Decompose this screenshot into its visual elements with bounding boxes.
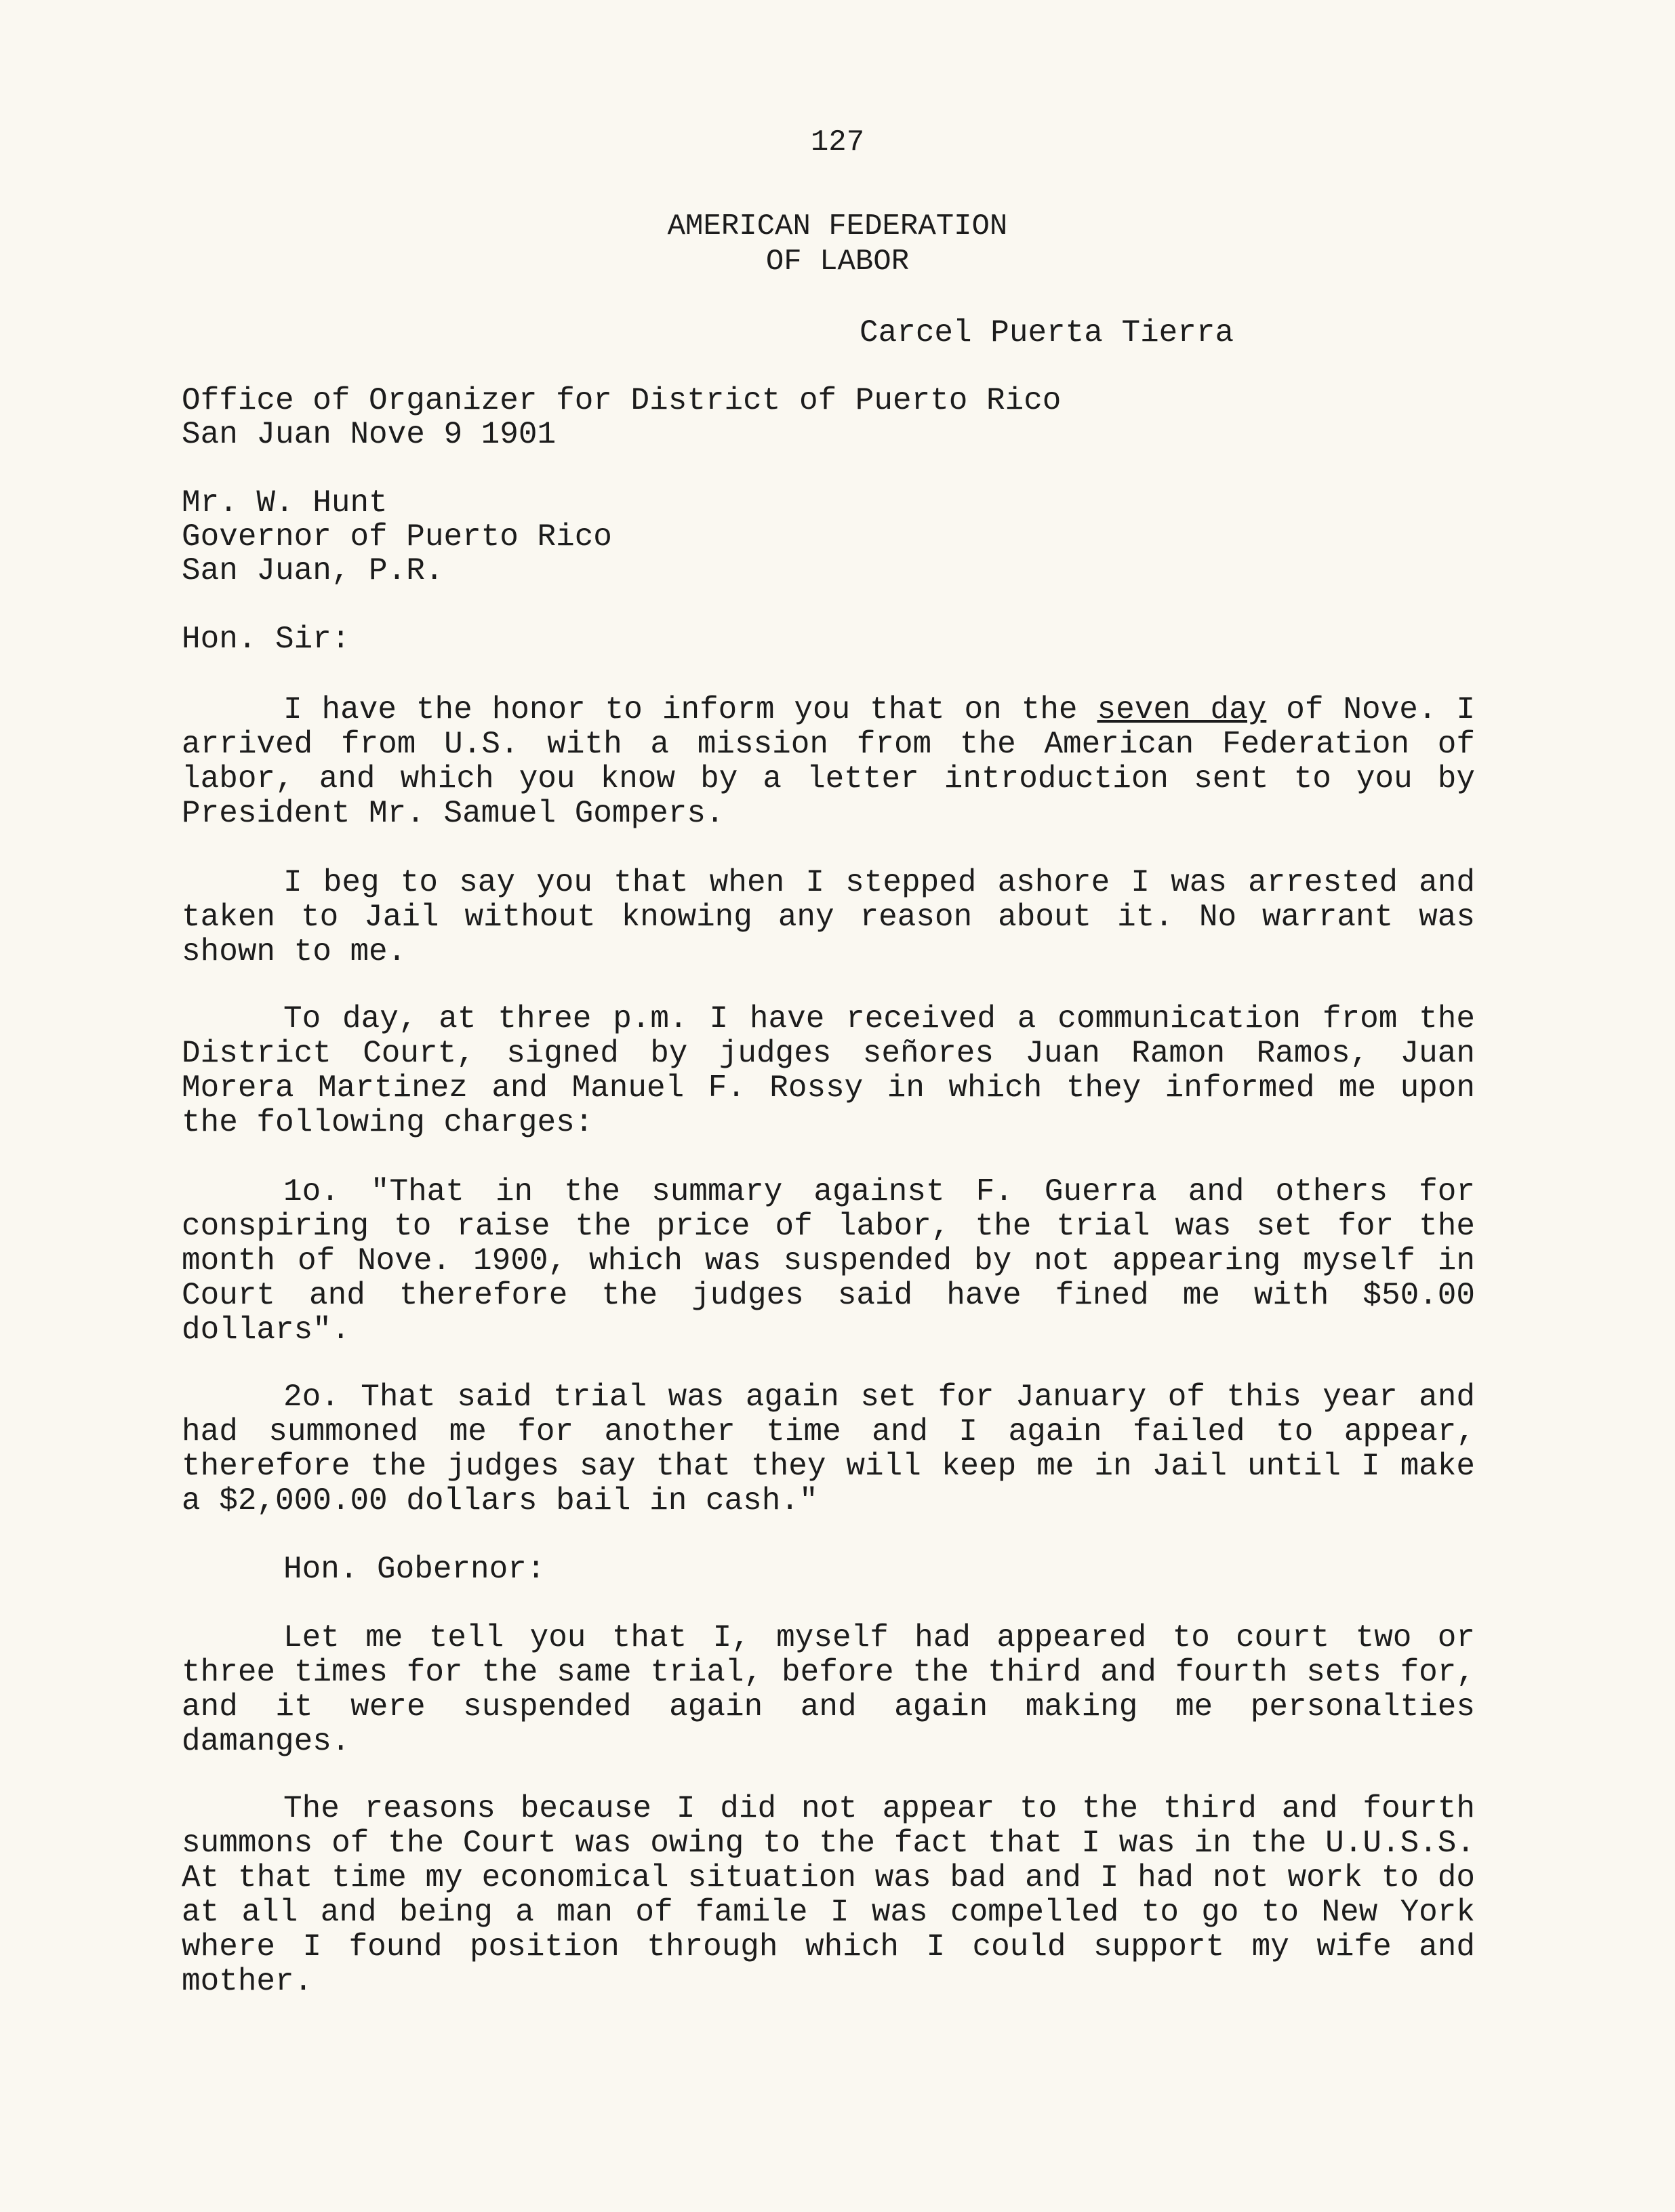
paragraph-charge-1: 1o. "That in the summary against F. Guerra and others for conspiring to raise the price of labor, the trial was set for the month of Nove. 1900, which was suspended by not appearing myself in Court and therefore the judges said have fined me with $50.00 dollars". [182, 1174, 1475, 1348]
underlined-phrase: seven day [1097, 692, 1267, 727]
date-line: San Juan Nove 9 1901 [182, 417, 557, 452]
letterhead-line-1: AMERICAN FEDERATION [667, 209, 1008, 243]
paragraph-3: To day, at three p.m. I have received a communication from the District Court, signed by judges señores Juan Ramon Ramos, Juan Morera Martinez and Manuel F. Rossy in which they informed me upon the following charges: [182, 1001, 1475, 1140]
paragraph-5: The reasons because I did not appear to the third and fourth summons of the Court was owing to the fact that I was in the U.U.S.S. At that time my economical situation was bad and I had not work to do at all and being a man of famile I was compelled to go to New York where I found position through which I could support my wife and mother. [182, 1791, 1475, 1999]
paragraph-4: Let me tell you that I, myself had appeared to court two or three times for the same trial, before the third and fourth sets for, and it were suspended again and again making me personalties damanges. [182, 1620, 1475, 1759]
paragraph-charge-2: 2o. That said trial was again set for January of this year and had summoned me for another time and I again failed to appear, therefore the judges say that they will keep me in Jail until I make a $2,000.00 dollars bail in cash." [182, 1380, 1475, 1519]
letterhead [0, 209, 1675, 279]
office-block [182, 384, 1475, 451]
recipient-city: San Juan, P.R. [182, 553, 444, 588]
recipient-name: Mr. W. Hunt [182, 485, 388, 521]
page-number: 127 [810, 125, 865, 159]
salutation-2: Hon. Gobernor: [283, 1552, 546, 1587]
office-line-1: Office of Organizer for District of Puerto Rico [182, 383, 1062, 418]
paragraph-1: I have the honor to inform you that on the seven day of Nove. I arrived from U.S. with a mission from the American Federation of labor, and which you know by a letter introduction sent to you by President Mr. Samuel Gompers. [182, 692, 1475, 831]
paragraph-2: I beg to say you that when I stepped ashore I was arrested and taken to Jail without knowing any reason about it. No warrant was shown to me. [182, 865, 1475, 969]
recipient-block [182, 486, 1475, 588]
salutation: Hon. Sir: [182, 622, 350, 657]
place-line: Carcel Puerta Tierra [860, 315, 1234, 350]
recipient-title: Governor of Puerto Rico [182, 519, 612, 555]
letterhead-line-2: OF LABOR [765, 245, 910, 279]
